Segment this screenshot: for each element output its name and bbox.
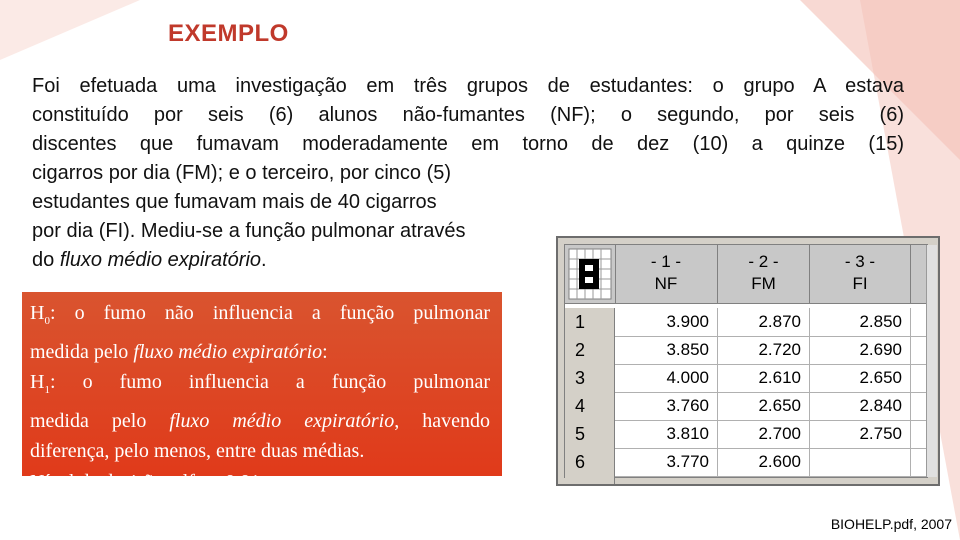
table-cell[interactable]: 4.000 — [615, 364, 718, 392]
intro-line: cigarros por dia (FM); e o terceiro, por cinco (5) — [32, 162, 452, 184]
intro-line: discentes que fumavam moderadamente em torno de dez (10) a quinze (15) — [32, 133, 904, 155]
column-number: - 2 - — [748, 252, 779, 271]
column-name: NF — [654, 274, 678, 293]
text-fragment: . — [261, 249, 267, 271]
table-cell[interactable] — [810, 448, 911, 476]
table-cell[interactable]: 2.600 — [718, 448, 810, 476]
h1-line: diferença, pelo menos, entre duas médias. — [30, 440, 365, 462]
text-fragment: , havendo — [394, 409, 490, 432]
table-cell[interactable]: 3.900 — [615, 308, 718, 336]
intro-line: constituído por seis (6) alunos não-fumantes (NF); o segundo, por seis (6) — [32, 104, 904, 126]
vertical-scrollbar[interactable] — [926, 245, 937, 477]
text-fragment: : — [322, 340, 328, 363]
table-row[interactable] — [565, 448, 927, 477]
table-cell[interactable]: 2.750 — [810, 420, 911, 448]
intro-line: estudantes que fumavam mais de 40 cigarros — [32, 191, 437, 213]
table-cell[interactable]: 3.850 — [615, 336, 718, 364]
table-header — [565, 245, 927, 304]
alpha-line: Nível de decisão: alfa = 0.01. — [30, 470, 266, 493]
row-number: 4 — [565, 392, 615, 420]
table-cell[interactable]: 2.690 — [810, 336, 911, 364]
table-cell[interactable]: 2.650 — [810, 364, 911, 392]
text-fragment: : o fumo não influencia a função pulmonar — [49, 302, 490, 324]
h1-line — [30, 367, 490, 406]
h0-line — [30, 337, 490, 368]
text-fragment: medida pelo — [30, 409, 170, 432]
hypotheses-box — [22, 292, 502, 493]
row-number: 5 — [565, 420, 615, 448]
table-row[interactable] — [565, 308, 927, 337]
data-table — [564, 244, 928, 478]
row-number — [565, 476, 615, 484]
h1-subscript: 1 — [44, 384, 50, 396]
table-row[interactable] — [565, 476, 927, 484]
table-cell[interactable]: 2.870 — [718, 308, 810, 336]
table-cell[interactable]: 2.610 — [718, 364, 810, 392]
column-number: - 1 - — [650, 252, 682, 271]
table-row[interactable] — [565, 336, 927, 365]
column-name: FI — [852, 274, 868, 293]
intro-line: por dia (FI). Mediu-se a função pulmonar através — [32, 220, 466, 242]
text-fragment: : o fumo influencia a função pulmonar — [49, 371, 490, 393]
data-table-window — [556, 236, 940, 486]
table-cell[interactable]: 2.650 — [718, 392, 810, 420]
text-fragment: medida pelo — [30, 340, 134, 363]
table-cell[interactable]: 3.770 — [615, 448, 718, 476]
column-header-fm[interactable] — [718, 245, 810, 303]
italic-term: fluxo médio expiratório — [169, 409, 395, 432]
h1-line — [30, 406, 490, 437]
table-cell[interactable]: 2.840 — [810, 392, 911, 420]
source-credit: BIOHELP.pdf, 2007 — [830, 516, 952, 532]
table-row[interactable] — [565, 392, 927, 421]
italic-term: fluxo médio expiratório — [133, 340, 323, 363]
table-cell[interactable]: 2.720 — [718, 336, 810, 364]
page-title: EXEMPLO — [168, 20, 289, 47]
row-number: 1 — [565, 308, 615, 336]
italic-term: fluxo médio expiratório — [59, 249, 262, 271]
grid-corner-icon[interactable] — [565, 245, 616, 303]
h0-label: H — [30, 302, 45, 324]
table-cell[interactable]: 2.850 — [810, 308, 911, 336]
row-number: 6 — [565, 448, 615, 476]
row-number: 3 — [565, 364, 615, 392]
intro-line: Foi efetuada uma investigação em três grupos de estudantes: o grupo A estava — [32, 75, 904, 97]
column-name: FM — [751, 274, 776, 293]
column-header-nf[interactable] — [615, 245, 718, 303]
table-cell[interactable]: 3.760 — [615, 392, 718, 420]
table-row[interactable] — [565, 364, 927, 393]
h0-subscript: 0 — [44, 315, 50, 327]
column-header-fi[interactable] — [810, 245, 911, 303]
h1-label: H — [30, 371, 45, 393]
table-row[interactable] — [565, 420, 927, 449]
table-cell[interactable]: 3.810 — [615, 420, 718, 448]
text-fragment: do — [32, 249, 60, 271]
table-cell[interactable]: 2.700 — [718, 420, 810, 448]
column-number: - 3 - — [844, 252, 876, 271]
row-number: 2 — [565, 336, 615, 364]
h0-line — [30, 298, 490, 337]
